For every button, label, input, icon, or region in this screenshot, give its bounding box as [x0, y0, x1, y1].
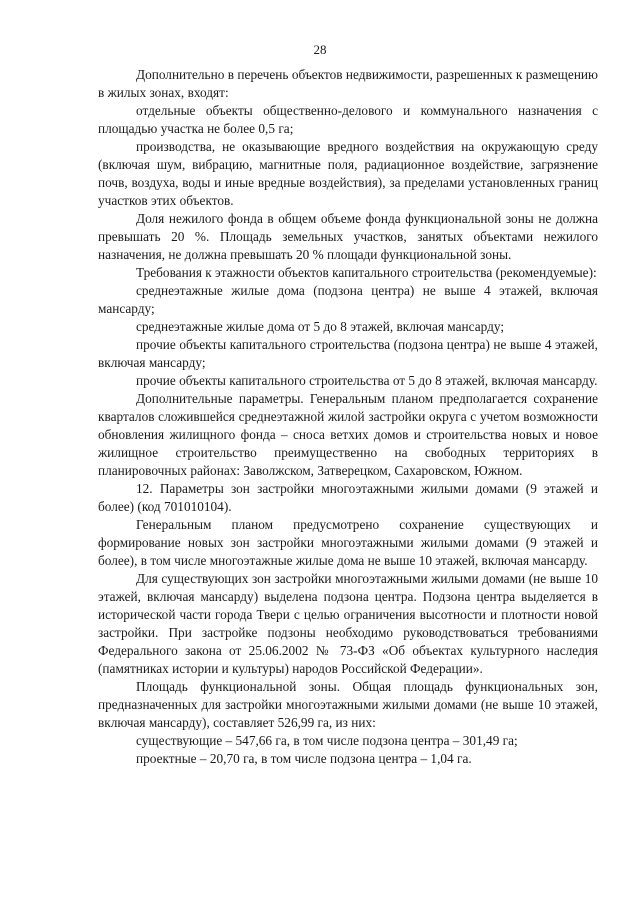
paragraph: Дополнительно в перечень объектов недвижимости, разрешенных к размещению в жилых зонах, входят: [98, 67, 598, 100]
paragraph: прочие объекты капитального строительства (подзона центра) не выше 4 этажей, включая мансарду; [98, 337, 598, 370]
paragraph: прочие объекты капитального строительства от 5 до 8 этажей, включая мансарду. [136, 373, 598, 388]
paragraph: среднеэтажные жилые дома (подзона центра) не выше 4 этажей, включая мансарду; [98, 283, 598, 316]
paragraph: Доля нежилого фонда в общем объеме фонда функциональной зоны не должна превышать 20 %. Площадь земельных участков, занятых объектами нежилого назначения, не должна превышать 20 % площади функциональной зоны. [98, 211, 598, 262]
document-body [98, 66, 598, 768]
paragraph: производства, не оказывающие вредного воздействия на окружающую среду (включая шум, вибрацию, магнитные поля, радиационное воздействие, загрязнение почв, воздуха, воды и иные вредные воздействия), за пределами установленных границ участков этих объектов. [98, 139, 598, 208]
paragraph: проектные – 20,70 га, в том числе подзона центра – 1,04 га. [136, 751, 472, 766]
paragraph: Дополнительные параметры. Генеральным планом предполагается сохранение кварталов сложившейся среднеэтажной жилой застройки округа с учетом возможности обновления жилищного фонда – сноса ветхих домов и строительства новых и новое жилищное строительство преимущественно на свободных территориях в планировочных районах: Заволжском, Затверецком, Сахаровском, Южном. [98, 391, 598, 478]
paragraph: Для существующих зон застройки многоэтажными жилыми домами (не выше 10 этажей, включая мансарду) выделена подзона центра. Подзона центра выделяется в исторической части города Твери с целью ограничения высотности и плотности новой застройки. При застройке подзоны необходимо руководствоваться требованиями Федерального закона от 25.06.2002 № 73-ФЗ «Об объектах культурного наследия (памятниках истории и культуры) народов Российской Федерации». [98, 571, 598, 676]
page-number: 28 [313, 42, 327, 57]
paragraph: Генеральным планом предусмотрено сохранение существующих и формирование новых зон застройки многоэтажными жилыми домами (9 этажей и более), в том числе многоэтажные жилые дома не выше 10 этажей, включая мансарду. [98, 517, 598, 568]
paragraph: Требования к этажности объектов капитального строительства (рекомендуемые): [136, 265, 597, 280]
paragraph: отдельные объекты общественно-делового и коммунального назначения с площадью участка не более 0,5 га; [98, 103, 598, 136]
section-heading: 12. Параметры зон застройки многоэтажными жилыми домами (9 этажей и более) (код 701010104). [98, 481, 598, 514]
paragraph: среднеэтажные жилые дома от 5 до 8 этажей, включая мансарду; [136, 319, 505, 334]
paragraph: существующие – 547,66 га, в том числе подзона центра – 301,49 га; [136, 733, 518, 748]
paragraph: Площадь функциональной зоны. Общая площадь функциональных зон, предназначенных для застройки многоэтажными жилыми домами (не выше 10 этажей, включая мансарду), составляет 526,99 га, из них: [98, 679, 598, 730]
